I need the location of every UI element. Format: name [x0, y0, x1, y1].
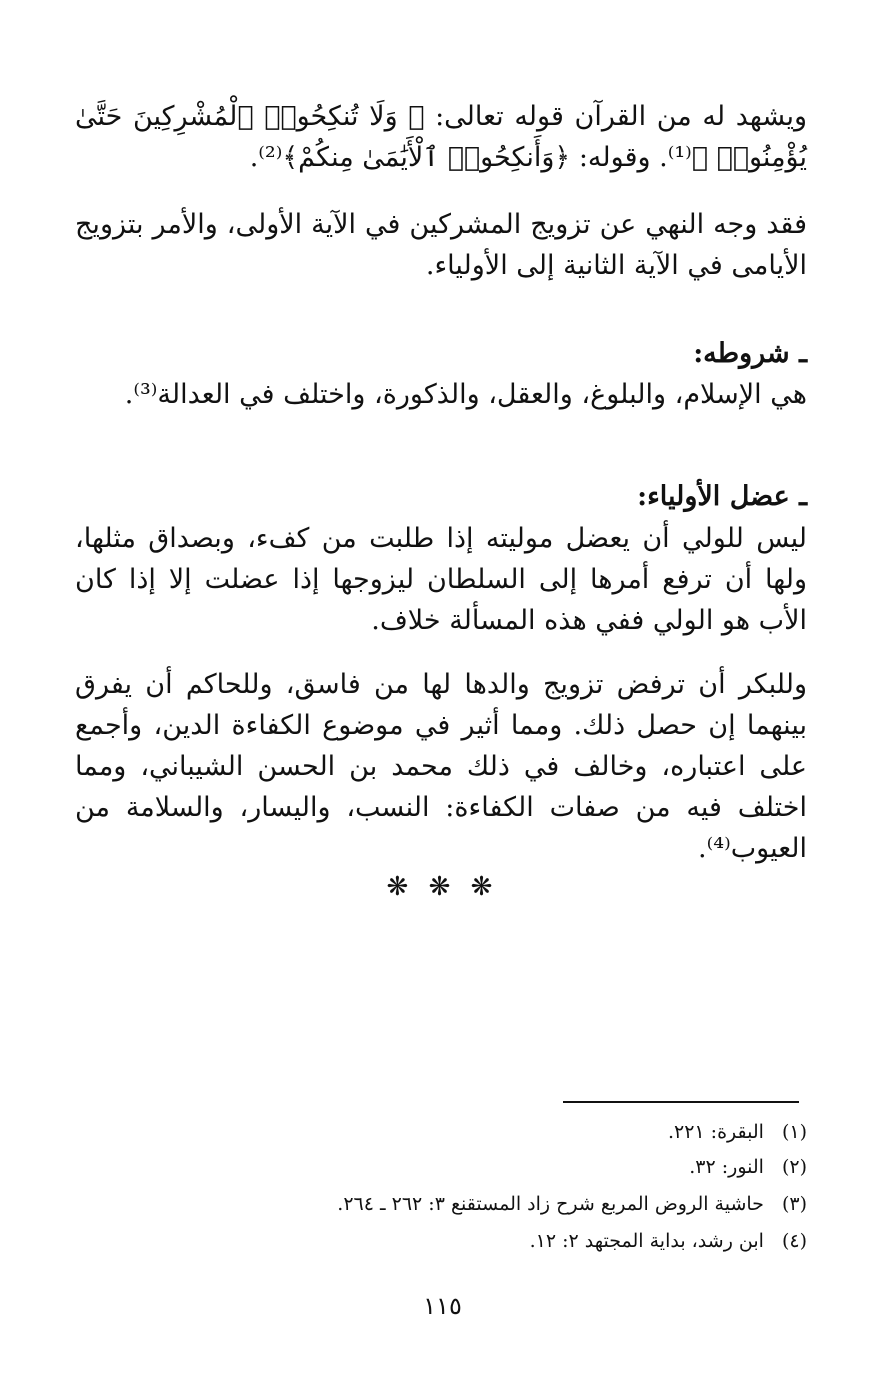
heading-guardian-obstruction: ـ عضل الأولياء: — [637, 481, 807, 512]
footnote-1 — [668, 1117, 807, 1147]
footnote-text: ابن رشد، بداية المجتهد ٢: ١٢. — [529, 1230, 764, 1252]
paragraph-obstruction: ليس للولي أن يعضل موليته إذا طلبت من كفء، وبصداق مثلها، ولها أن ترفع أمرها إلى السلطان ليزوجها إذا عضلت إلا إذا كان الأب هو الولي ففي هذه المسألة خلاف. — [75, 523, 807, 636]
paragraph-quran-evidence: ويشهد له من القرآن قوله تعالى: ﴿ وَلَا تُنكِحُوا۟ ٱلْمُشْرِكِينَ حَتَّىٰ يُؤْمِنُوا۟ ﴾⁽¹⁾. وقوله: ﴿وَأَنكِحُوا۟ ٱلْأَيَٰمَىٰ مِنكُمْ﴾⁽²⁾. — [75, 101, 807, 173]
footnote-number: (١) — [781, 1121, 807, 1143]
footnote-number: (٣) — [781, 1193, 807, 1215]
section-separator: ❋ ❋ ❋ — [386, 872, 499, 902]
footnote-2 — [689, 1152, 807, 1182]
heading-conditions: ـ شروطه: — [693, 338, 807, 369]
page-number: ١١٥ — [423, 1292, 462, 1320]
footnote-number: (٢) — [781, 1156, 807, 1178]
footnote-number: (٤) — [781, 1230, 807, 1252]
paragraph-conditions: هي الإسلام، والبلوغ، والعقل، والذكورة، واختلف في العدالة⁽³⁾. — [124, 379, 807, 410]
footnote-4 — [530, 1226, 807, 1256]
footnote-divider — [563, 1101, 799, 1103]
paragraph-guardianship-reasoning: فقد وجه النهي عن تزويج المشركين في الآية الأولى، والأمر بتزويج الأيامى في الآية الثانية إلى الأولياء. — [75, 209, 807, 281]
footnote-text: حاشية الروض المربع شرح زاد المستقنع ٣: ٢٦٢ ـ ٢٦٤. — [337, 1193, 764, 1215]
paragraph-compatibility: وللبكر أن ترفض تزويج والدها لها من فاسق، وللحاكم أن يفرق بينهما إن حصل ذلك. ومما أثير في موضوع الكفاءة الدين، وأجمع على اعتباره، وخالف في ذلك محمد بن الحسن الشيباني، ومما اختلف فيه من صفات الكفاءة: النسب، واليسار، والسلامة من العيوب⁽⁴⁾. — [75, 669, 807, 864]
footnote-text: النور: ٣٢. — [689, 1156, 764, 1178]
footnote-text: البقرة: ٢٢١. — [667, 1121, 764, 1143]
footnote-3 — [337, 1189, 807, 1219]
